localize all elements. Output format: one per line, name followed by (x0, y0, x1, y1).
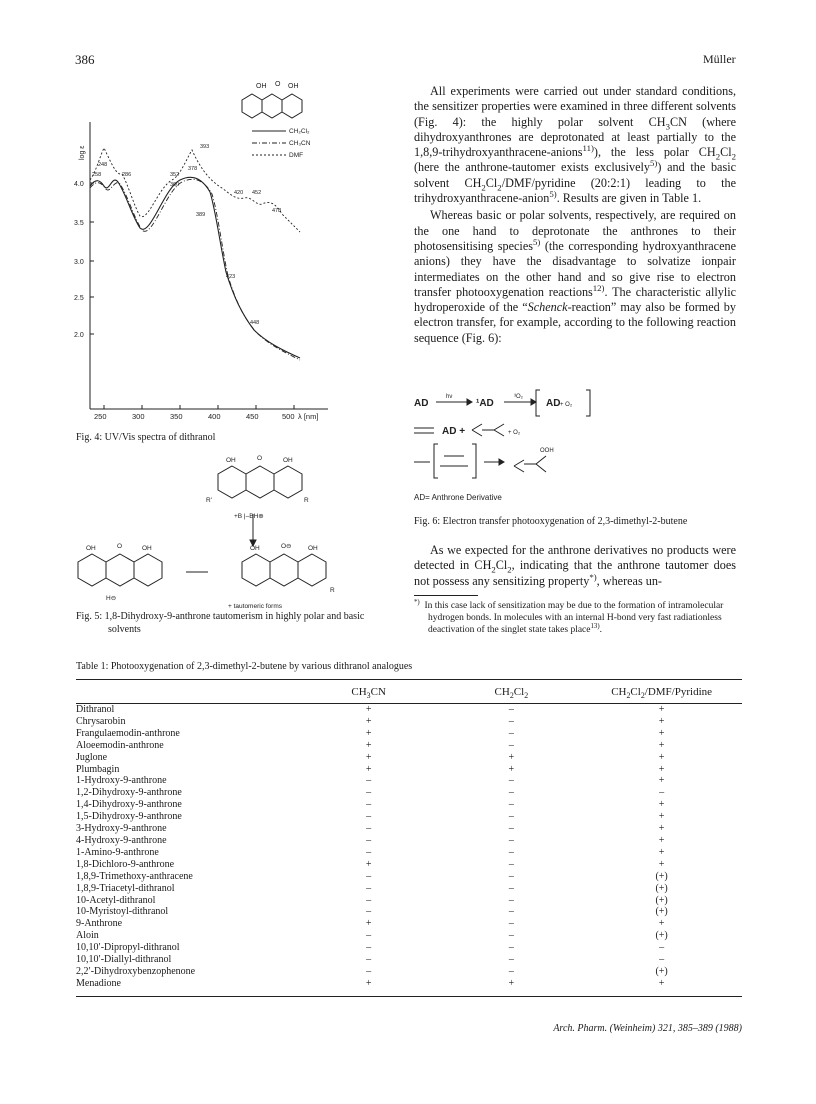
svg-text:AD: AD (546, 398, 561, 409)
x-tick-400: 400 (208, 412, 221, 421)
legend-dmf: DMF (289, 152, 304, 159)
result-cell: (+) (655, 882, 668, 894)
chart-legend (252, 128, 311, 159)
svg-text:H⊖: H⊖ (106, 595, 117, 602)
figure-4-uvvis-chart (74, 76, 336, 421)
svg-text:¹AD: ¹AD (476, 398, 494, 409)
right-column-text (414, 84, 736, 346)
curve-ch3cn (90, 179, 300, 360)
curve-dmf (90, 148, 300, 232)
table-row (76, 811, 742, 823)
compound-name: 10-Myristoyl-dithranol (76, 906, 169, 918)
result-cell: (+) (655, 965, 668, 977)
svg-text:+B |–BH⊕: +B |–BH⊕ (234, 513, 264, 520)
result-cell: + (658, 775, 665, 787)
svg-text:hν: hν (446, 394, 453, 400)
svg-text:OH: OH (142, 545, 152, 552)
figure-5-tautomerism (76, 452, 396, 610)
result-cell: – (508, 846, 514, 858)
table-1 (76, 680, 742, 990)
compound-name: 3-Hydroxy-9-anthrone (76, 823, 167, 835)
y-axis-label: log ε (79, 145, 86, 160)
svg-text:420: 420 (234, 190, 244, 196)
result-cell: – (366, 942, 372, 954)
result-cell: + (508, 763, 515, 775)
svg-text:O: O (275, 81, 281, 88)
figure-6-caption: Fig. 6: Electron transfer photooxygenation of 2,3-dimethyl-2-butene (414, 516, 688, 527)
svg-text:R: R (304, 497, 309, 504)
svg-text:³O₂: ³O₂ (514, 394, 523, 400)
compound-name: Plumbagin (76, 763, 120, 775)
running-head-author: Müller (703, 52, 736, 66)
compound-name: 1,4-Dihydroxy-9-anthrone (76, 799, 182, 811)
figure-6-reaction-scheme (410, 386, 740, 506)
svg-text:248: 248 (98, 162, 108, 168)
compound-name: Juglone (76, 751, 108, 763)
col-ch3cn: $CH_3CN$ (351, 686, 386, 701)
svg-text:O⊖: O⊖ (281, 543, 292, 550)
result-cell: – (508, 870, 514, 882)
compound-name: 1,8-Dichloro-9-anthrone (76, 858, 175, 870)
compound-name: 1,8,9-Trimethoxy-anthracene (76, 870, 193, 882)
result-cell: – (508, 715, 514, 727)
result-cell: + (658, 739, 665, 751)
col-ch2cl2: $CH_2Cl_2$ (494, 686, 529, 701)
dithranol-structure-icon (242, 81, 302, 118)
tautomeric-forms-label: + tautomeric forms (228, 603, 283, 610)
compound-name: 1-Amino-9-anthrone (76, 846, 159, 858)
result-cell: + (658, 799, 665, 811)
paragraph-solvents: Whereas basic or polar solvents, respectively, are required on the one hand to deprotonate the anthrones to their photosensitising species$^{5)}$ (the corresponding hydroxyanthracene anions) they have the disadvantage to solvatize ionpair intermediates on the other hand and so give rise to electron transfer photooxygenation reactions$^{12)}$. The characteristic allylic hydroperoxide of the “Schenck-reaction” may also be formed by electron transfer, for example, according to the following reaction sequence (Fig. 6): (414, 208, 736, 345)
compound-name: 9-Anthrone (76, 918, 123, 930)
result-cell: – (508, 727, 514, 739)
x-tick-500: 500 (282, 412, 295, 421)
svg-text:448: 448 (250, 320, 260, 326)
result-cell: – (659, 787, 665, 799)
legend-ch2cl2: CH₂Cl₂ (289, 128, 310, 135)
x-tick-300: 300 (132, 412, 145, 421)
table-row (76, 835, 742, 847)
table-row (76, 823, 742, 835)
result-cell: – (508, 739, 514, 751)
compound-name: 10-Acetyl-dithranol (76, 894, 156, 906)
result-cell: (+) (655, 894, 668, 906)
svg-text:286: 286 (122, 172, 132, 178)
table-row (76, 871, 742, 883)
table-row (76, 918, 742, 930)
paragraph-experiments: All experiments were carried out under standard conditions, the sensitizer properties were examined in three different solvents (Fig. 4): the highly polar solvent $CH_3CN$ (where dihydroxyanthrones are deprotonated at least partially to the 1,8,9-trihydroxyanthracene-anions$^{11)}$), the less polar $CH_2Cl_2$ (here the anthrone-tautomer exists exclusively$^{5)}$) and the basic solvent $CH_2Cl_2/DMF$/pyridine (20:2:1) leading to the trihydroxyanthracene-anion$^{5)}$. Results are given in Table 1. (414, 84, 736, 206)
svg-text:423: 423 (226, 274, 236, 280)
result-cell: (+) (655, 906, 668, 918)
svg-text:OH: OH (283, 457, 293, 464)
result-cell: + (365, 918, 372, 930)
table-row (76, 728, 742, 740)
table-row (76, 930, 742, 942)
result-cell: – (366, 965, 372, 977)
result-cell: – (366, 906, 372, 918)
result-cell: – (366, 799, 372, 811)
svg-text:R': R' (206, 497, 212, 504)
table-1-caption: Table 1: Photooxygenation of 2,3-dimethyl-2-butene by various dithranol analogues (76, 661, 413, 672)
svg-text:OH: OH (86, 545, 96, 552)
result-cell: + (658, 977, 665, 989)
journal-citation: Arch. Pharm. (Weinheim) 321, 385–389 (1988) (553, 1023, 742, 1034)
result-cell: + (365, 704, 372, 715)
result-cell: – (366, 787, 372, 799)
svg-text:389: 389 (196, 212, 206, 218)
result-cell: – (366, 954, 372, 966)
result-cell: + (508, 977, 515, 989)
x-tick-450: 450 (246, 412, 259, 421)
result-cell: – (659, 942, 665, 954)
figure-4-caption: Fig. 4: UV/Vis spectra of dithranol (76, 432, 216, 443)
svg-text:AD +: AD + (442, 426, 466, 437)
compound-name: 1,2-Dihydroxy-9-anthrone (76, 787, 182, 799)
result-cell: – (508, 811, 514, 823)
table-row (76, 752, 742, 764)
y-tick-2-5: 2.5 (74, 295, 84, 302)
table-row (76, 966, 742, 978)
svg-text:378: 378 (188, 166, 198, 172)
result-cell: + (365, 727, 372, 739)
svg-text:352: 352 (170, 172, 180, 178)
result-cell: + (658, 715, 665, 727)
result-cell: – (366, 775, 372, 787)
table-row (76, 740, 742, 752)
x-tick-250: 250 (94, 412, 107, 421)
svg-text:+ O₂: + O₂ (508, 430, 521, 436)
compound-name: 10,10′-Diallyl-dithranol (76, 954, 172, 966)
result-cell: – (366, 834, 372, 846)
result-cell: – (508, 906, 514, 918)
result-cell: – (366, 882, 372, 894)
x-tick-350: 350 (170, 412, 183, 421)
result-cell: – (508, 942, 514, 954)
svg-text:+ O₂: + O₂ (560, 402, 573, 408)
svg-text:O: O (257, 455, 263, 462)
svg-text:478: 478 (272, 208, 282, 214)
result-cell: – (508, 954, 514, 966)
figure-6-legend: AD= Anthrone Derivative (414, 493, 502, 502)
result-cell: – (508, 775, 514, 787)
paragraph-results: As we expected for the anthrone derivatives no products were detected in $CH_2Cl_2$, indicating that the anthrone tautomer does not possess any sensitizing property*), whereas un- (414, 543, 736, 588)
result-cell: + (658, 846, 665, 858)
result-cell: – (508, 799, 514, 811)
table-row (76, 942, 742, 954)
page-number: 386 (75, 52, 95, 67)
result-cell: – (508, 704, 514, 715)
svg-text:OOH: OOH (540, 448, 554, 454)
result-cell: + (658, 811, 665, 823)
table-row (76, 799, 742, 811)
compound-name: Menadione (76, 977, 121, 989)
result-cell: + (658, 858, 665, 870)
compound-name: 1,8,9-Triacetyl-dithranol (76, 882, 175, 894)
footnote: *) In this case lack of sensitization may be due to the formation of intramolecular hydrogen bonds. In molecules with an internal H-bond very fast radiationless deactivation of the singlet state takes place$^{13)}$. (414, 598, 724, 636)
result-cell: + (658, 823, 665, 835)
compound-name: Chrysarobin (76, 715, 126, 727)
result-cell: – (508, 918, 514, 930)
figure-5-caption: Fig. 5: 1,8-Dihydroxy-9-anthrone tautomerism in highly polar and basic solvents (76, 611, 365, 635)
result-cell: – (508, 858, 514, 870)
table-row (76, 764, 742, 776)
result-cell: – (366, 870, 372, 882)
result-cell: – (508, 787, 514, 799)
result-cell: – (508, 823, 514, 835)
table-row (76, 859, 742, 871)
compound-name: 4-Hydroxy-9-anthrone (76, 834, 167, 846)
result-cell: – (366, 894, 372, 906)
compound-name: 1-Hydroxy-9-anthrone (76, 775, 167, 787)
y-tick-4-0: 4.0 (74, 181, 84, 188)
result-cell: + (658, 834, 665, 846)
svg-text:O: O (117, 543, 123, 550)
result-cell: – (366, 930, 372, 942)
result-cell: + (658, 918, 665, 930)
result-cell: – (508, 894, 514, 906)
result-cell: – (508, 882, 514, 894)
compound-name: 1,5-Dihydroxy-9-anthrone (76, 811, 182, 823)
result-cell: (+) (655, 930, 668, 942)
svg-text:OH: OH (226, 457, 236, 464)
curve-ch2cl2 (90, 177, 300, 358)
svg-text:258: 258 (92, 172, 102, 178)
svg-text:OH: OH (250, 545, 260, 552)
result-cell: + (508, 751, 515, 763)
svg-text:R: R (330, 587, 335, 594)
result-cell: + (365, 751, 372, 763)
result-cell: – (366, 823, 372, 835)
result-cell: + (365, 715, 372, 727)
table-header-row (76, 680, 742, 704)
compound-name: 10,10′-Dipropyl-dithranol (76, 942, 180, 954)
svg-text:OH: OH (308, 545, 318, 552)
svg-text:OH: OH (288, 83, 299, 90)
svg-text:452: 452 (252, 190, 262, 196)
result-cell: + (658, 763, 665, 775)
table-row (76, 775, 742, 787)
compound-name: Dithranol (76, 704, 115, 715)
result-cell: + (365, 739, 372, 751)
table-row (76, 954, 742, 966)
result-cell: + (658, 727, 665, 739)
result-cell: + (365, 858, 372, 870)
table-row (76, 895, 742, 907)
result-cell: – (508, 965, 514, 977)
legend-ch3cn: CH₃CN (289, 140, 311, 147)
table-row (76, 787, 742, 799)
result-cell: – (508, 834, 514, 846)
table-row (76, 704, 742, 716)
y-tick-3-5: 3.5 (74, 220, 84, 227)
result-cell: – (659, 954, 665, 966)
result-cell: + (365, 763, 372, 775)
table-row (76, 883, 742, 895)
compound-name: Aloin (76, 930, 99, 942)
x-axis-label: λ [nm] (298, 412, 319, 421)
table-row (76, 716, 742, 728)
svg-text:OH: OH (256, 83, 267, 90)
svg-text:AD: AD (414, 398, 429, 409)
table-row (76, 847, 742, 859)
compound-name: Frangulaemodin-anthrone (76, 727, 180, 739)
svg-text:360: 360 (170, 182, 180, 188)
result-cell: + (658, 704, 665, 715)
compound-name: 2,2′-Dihydroxybenzophenone (76, 965, 196, 977)
col-ch2cl2-dmf-pyridine: $CH_2Cl_2/DMF$/Pyridine (611, 686, 713, 701)
result-cell: + (658, 751, 665, 763)
y-tick-3-0: 3.0 (74, 259, 84, 266)
result-cell: + (365, 977, 372, 989)
y-tick-2-0: 2.0 (74, 332, 84, 339)
result-cell: – (366, 846, 372, 858)
result-cell: (+) (655, 870, 668, 882)
svg-text:393: 393 (200, 144, 210, 150)
compound-name: Aloeemodin-anthrone (76, 739, 164, 751)
table-row (76, 906, 742, 918)
result-cell: – (508, 930, 514, 942)
result-cell: – (366, 811, 372, 823)
table-row (76, 978, 742, 990)
